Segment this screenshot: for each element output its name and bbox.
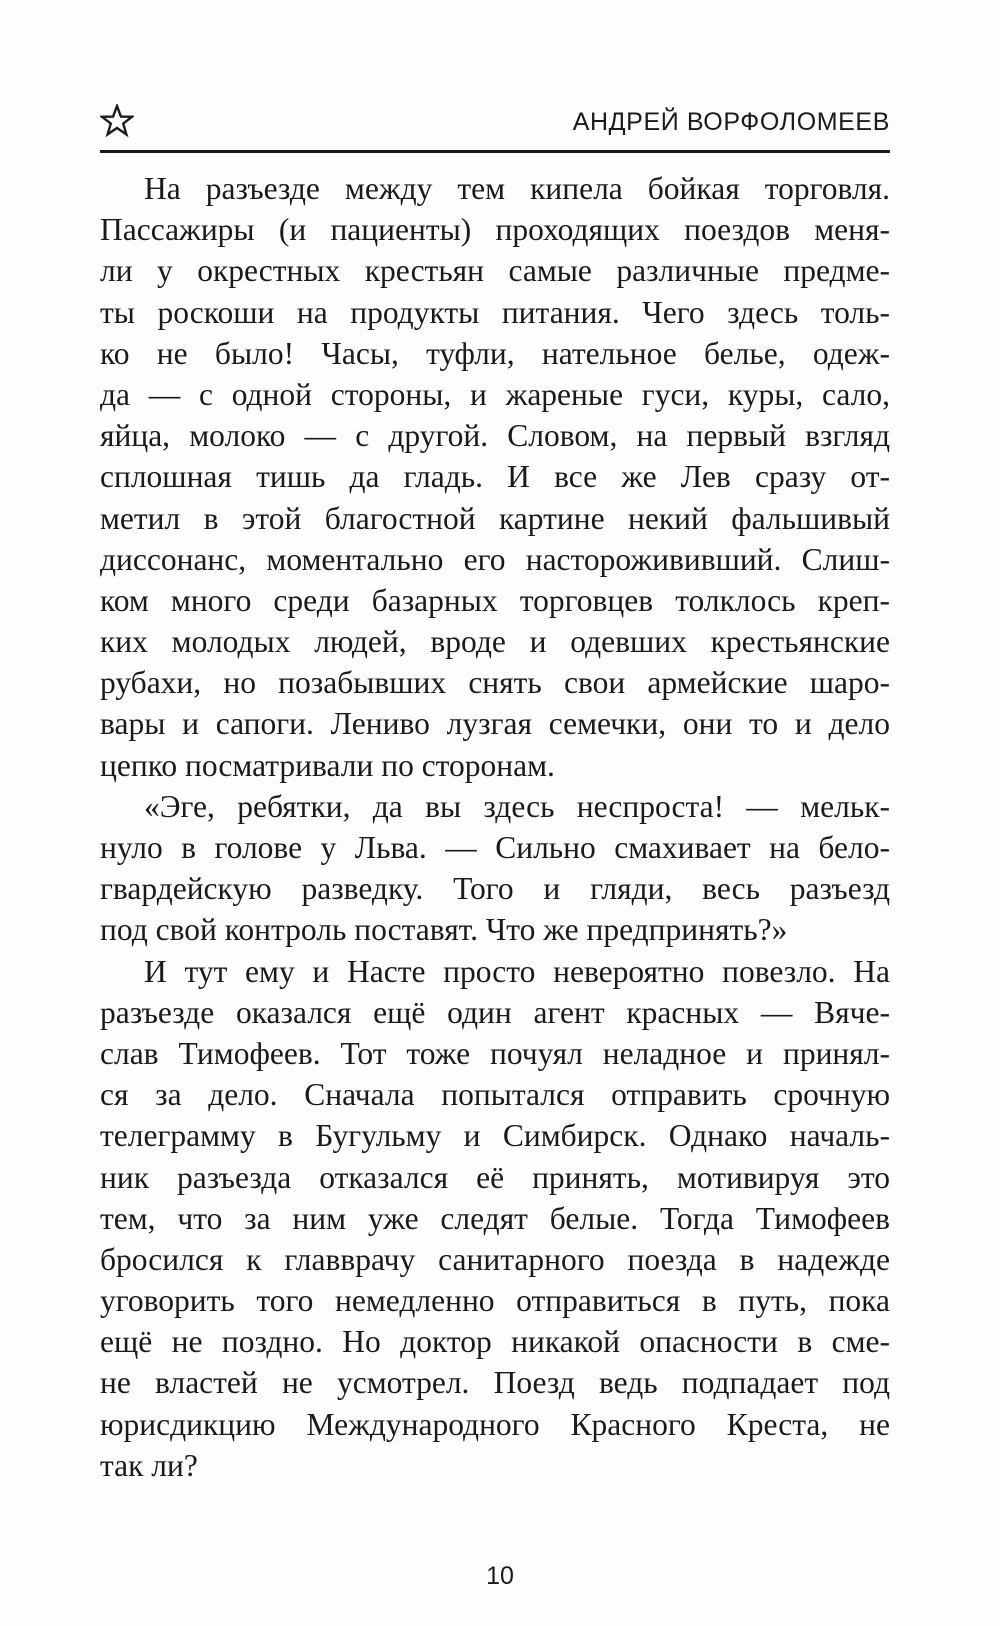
text-line: ся за дело. Сначала попытался отправить срочную — [100, 1077, 890, 1113]
text-line: рубахи, но позабывших снять свои армейские шаро- — [100, 665, 890, 701]
text-line: телеграмму в Бугульму и Симбирск. Однако началь- — [100, 1118, 890, 1154]
text-line: диссонанс, моментально его насторожививший. Слиш- — [100, 541, 890, 577]
text-line: метил в этой благостной картине некий фальшивый — [100, 500, 890, 536]
page-number: 10 — [486, 1562, 514, 1590]
text-line: так ли? — [100, 1447, 198, 1483]
body-text — [100, 168, 890, 1486]
running-header — [100, 104, 890, 153]
text-line: бросился к главврачу санитарного поезда в надежде — [100, 1241, 890, 1277]
text-line: тем, что за ним уже следят белые. Тогда Тимофеев — [100, 1200, 890, 1236]
text-line: да — с одной стороны, и жареные гуси, куры, сало, — [100, 376, 890, 412]
text-line: И тут ему и Насте просто невероятно повезло. На — [144, 953, 890, 989]
text-line: гвардейскую разведку. Того и гляди, весь разъезд — [100, 871, 890, 907]
text-line: нуло в голове у Льва. — Сильно смахивает на бело- — [100, 830, 890, 865]
text-line: ник разъезда отказался её принять, мотивируя это — [100, 1159, 890, 1195]
star-icon — [100, 104, 134, 138]
text-line: ли у окрестных крестьян самые различные предме- — [100, 253, 890, 289]
text-line: ком много среди базарных торговцев толклось креп- — [100, 582, 890, 618]
paragraph-1 — [100, 168, 890, 786]
text-line: яйца, молоко — с другой. Словом, на первый взгляд — [100, 418, 890, 454]
text-line: разъезде оказался ещё один агент красных — Вяче- — [100, 994, 890, 1030]
text-line: слав Тимофеев. Тот тоже почуял неладное и принял- — [100, 1035, 890, 1071]
text-line: ты роскоши на продукты питания. Чего здесь толь- — [100, 294, 890, 330]
text-line: под свой контроль поставят. Что же предпринять?» — [100, 912, 788, 948]
text-line: вары и сапоги. Лениво лузгая семечки, они то и дело — [100, 706, 890, 742]
text-line: цепко посматривали по сторонам. — [100, 747, 555, 783]
text-line: не властей не усмотрел. Поезд ведь подпадает под — [100, 1365, 890, 1401]
text-line: уговорить того немедленно отправиться в путь, пока — [100, 1283, 890, 1319]
text-line: Пассажиры (и пациенты) проходящих поездов меня- — [100, 212, 890, 248]
text-line: сплошная тишь да гладь. И все же Лев сразу от- — [100, 459, 890, 495]
paragraph-3 — [100, 951, 890, 1486]
text-line: На разъезде между тем кипела бойкая торговля. — [144, 171, 890, 206]
text-line: «Эге, ребятки, да вы здесь неспроста! — мельк- — [144, 788, 890, 824]
text-line: юрисдикцию Международного Красного Креста, не — [100, 1406, 890, 1442]
text-line: ко не было! Часы, туфли, нательное белье, одеж- — [100, 335, 890, 371]
author-name: АНДРЕЙ ВОРФОЛОМЕЕВ — [572, 108, 890, 136]
text-line: ких молодых людей, вроде и одевших крестьянские — [100, 624, 890, 660]
text-line: ещё не поздно. Но доктор никакой опасности в сме- — [100, 1324, 890, 1360]
paragraph-2 — [100, 786, 890, 951]
